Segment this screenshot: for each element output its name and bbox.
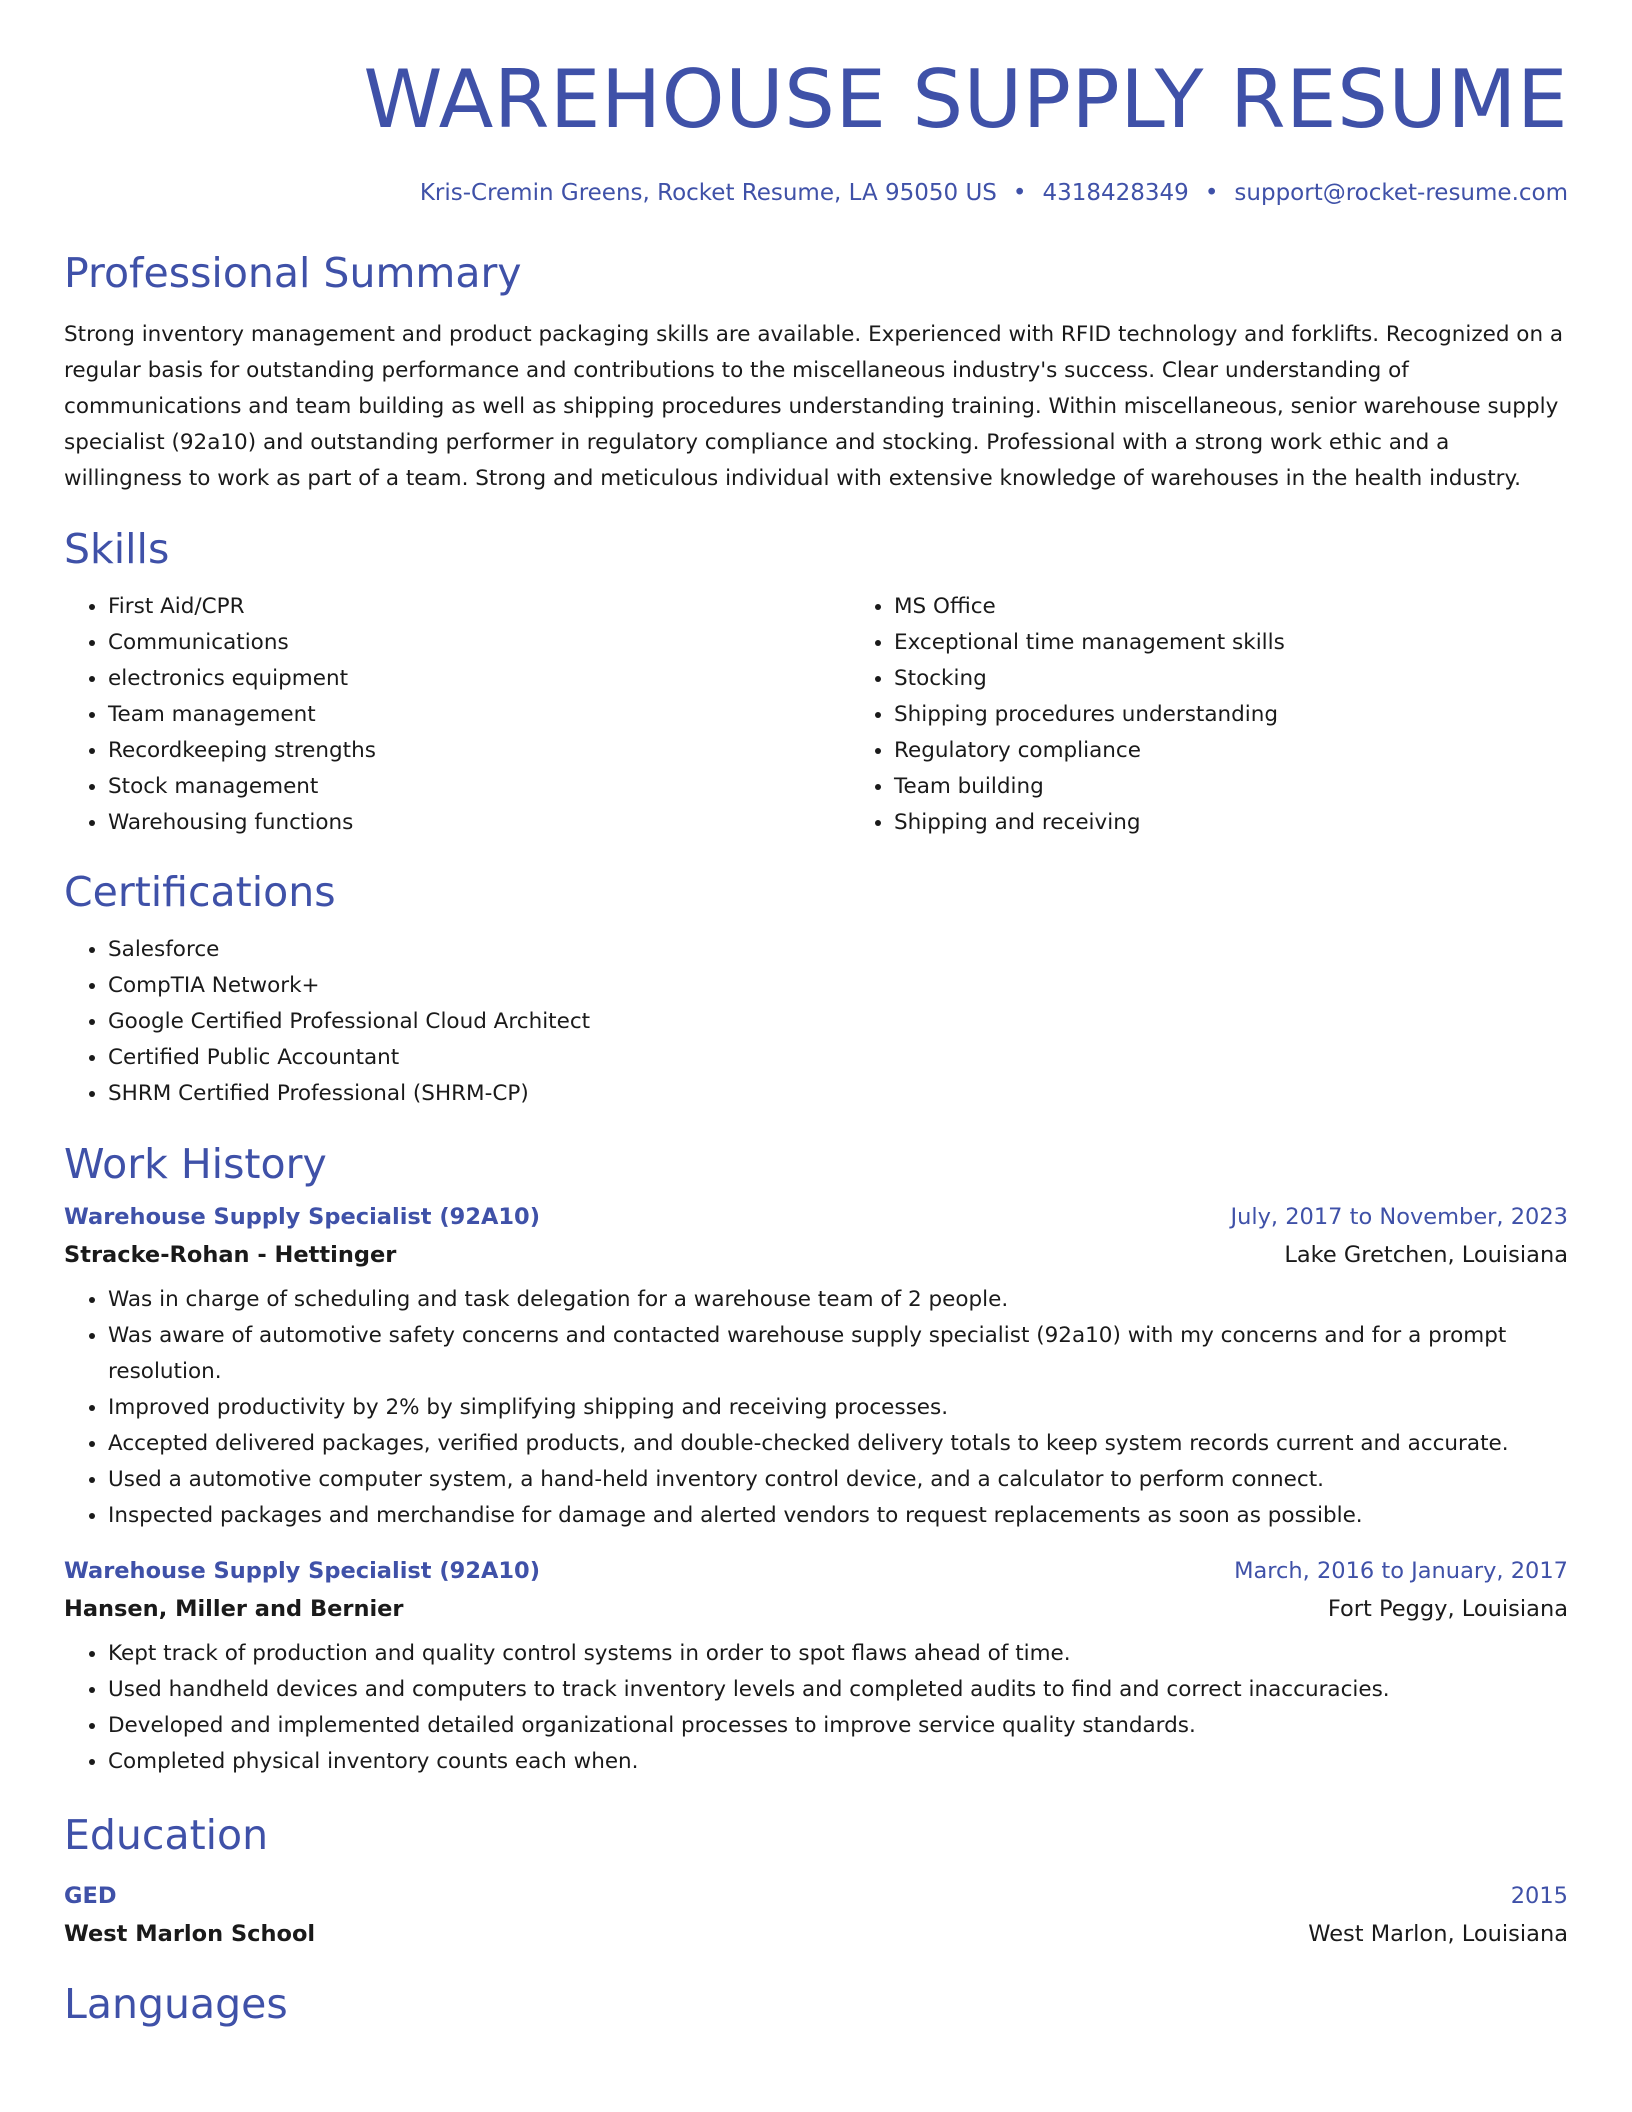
job-bullet: • Completed physical inventory counts each when. [108,1744,1568,1780]
skills-columns [64,589,1568,841]
job-bullet: • Was aware of automotive safety concerns and contacted warehouse supply specialist (92a10) with my concerns and for a prompt resolution. [108,1318,1568,1390]
job-title: Warehouse Supply Specialist (92A10) [64,1204,540,1230]
section-heading-skills: Skills [64,525,170,573]
certification-item: • SHRM Certified Professional (SHRM-CP) [108,1076,1568,1112]
job-bullet: • Accepted delivered packages, verified products, and double-checked delivery totals to keep system records current and accurate. [108,1426,1568,1462]
job-title: Warehouse Supply Specialist (92A10) [64,1558,540,1584]
education-school-row [64,1921,1568,1947]
job-dates: July, 2017 to November, 2023 [1230,1204,1568,1230]
section-heading-certifications: Certifications [64,868,336,916]
skill-item: • Warehousing functions [108,805,850,841]
job-employer-row [64,1242,1568,1268]
resume-title: WAREHOUSE SUPPLY RESUME [363,53,1568,146]
address: Kris-Cremin Greens, Rocket Resume, LA 95050 US [419,180,997,206]
job-header [64,1558,1568,1584]
school-location: West Marlon, Louisiana [1308,1921,1568,1947]
skill-item: • Shipping procedures understanding [894,697,1568,733]
job-bullet: • Used a automotive computer system, a hand-held inventory control device, and a calculator to perform connect. [108,1462,1568,1498]
skill-item: • electronics equipment [108,661,850,697]
skill-item: • Stocking [894,661,1568,697]
separator: • [1204,180,1219,206]
certification-item: • Salesforce [108,932,1568,968]
company-name: Hansen, Miller and Bernier [64,1596,404,1622]
school-name: West Marlon School [64,1921,316,1947]
certification-item: • Google Certified Professional Cloud Architect [108,1004,1568,1040]
job-bullet: • Developed and implemented detailed organizational processes to improve service quality standards. [108,1708,1568,1744]
skill-item: • Recordkeeping strengths [108,733,850,769]
certification-item: • Certified Public Accountant [108,1040,1568,1076]
skill-item: • Exceptional time management skills [894,625,1568,661]
skill-item: • Stock management [108,769,850,805]
section-heading-work-history: Work History [64,1140,327,1188]
job-bullet: • Kept track of production and quality control systems in order to spot flaws ahead of time. [108,1636,1568,1672]
job-bullet: • Inspected packages and merchandise for damage and alerted vendors to request replacements as soon as possible. [108,1498,1568,1534]
job-entry [64,1558,1568,1780]
job-bullets [64,1636,1568,1780]
graduation-year: 2015 [1510,1883,1568,1909]
job-bullet: • Was in charge of scheduling and task delegation for a warehouse team of 2 people. [108,1282,1568,1318]
section-heading-education: Education [64,1811,269,1859]
skill-item: • MS Office [894,589,1568,625]
job-bullet: • Improved productivity by 2% by simplifying shipping and receiving processes. [108,1390,1568,1426]
summary-text: Strong inventory management and product packaging skills are available. Experienced with RFID technology and forklifts. Recognized on a regular basis for outstanding performance and contributions to the miscellaneous industry's success. Clear understanding of communications and team building as well as shipping procedures understanding training. Within miscellaneous, senior warehouse supply specialist (92a10) and outstanding performer in regulatory compliance and stocking. Professional with a strong work ethic and a willingness to work as part of a team. Strong and meticulous individual with extensive knowledge of warehouses in the health industry. [64,322,1564,491]
certification-item: • CompTIA Network+ [108,968,1568,1004]
education-entry [64,1883,1568,1947]
job-location: Lake Gretchen, Louisiana [1284,1242,1568,1268]
skill-item: • Communications [108,625,850,661]
phone: 4318428349 [1042,180,1189,206]
degree: GED [64,1883,117,1909]
certifications-list [64,932,1568,1112]
separator: • [1012,180,1027,206]
skills-list-left [64,589,850,841]
job-entry [64,1204,1568,1534]
job-header [64,1204,1568,1230]
job-bullets [64,1282,1568,1534]
skill-item: • First Aid/CPR [108,589,850,625]
job-employer-row [64,1596,1568,1622]
skills-list-right [850,589,1568,841]
job-dates: March, 2016 to January, 2017 [1234,1558,1568,1584]
skill-item: • Team building [894,769,1568,805]
skill-item: • Shipping and receiving [894,805,1568,841]
section-heading-summary: Professional Summary [64,249,522,297]
skill-item: • Regulatory compliance [894,733,1568,769]
contact-line [64,180,1568,206]
email-link[interactable]: support@rocket-resume.com [1234,180,1568,206]
job-location: Fort Peggy, Louisiana [1327,1596,1568,1622]
job-bullet: • Used handheld devices and computers to track inventory levels and completed audits to find and correct inaccuracies. [108,1672,1568,1708]
company-name: Stracke-Rohan - Hettinger [64,1242,397,1268]
skill-item: • Team management [108,697,850,733]
education-header [64,1883,1568,1909]
section-heading-languages: Languages [64,1980,288,2028]
